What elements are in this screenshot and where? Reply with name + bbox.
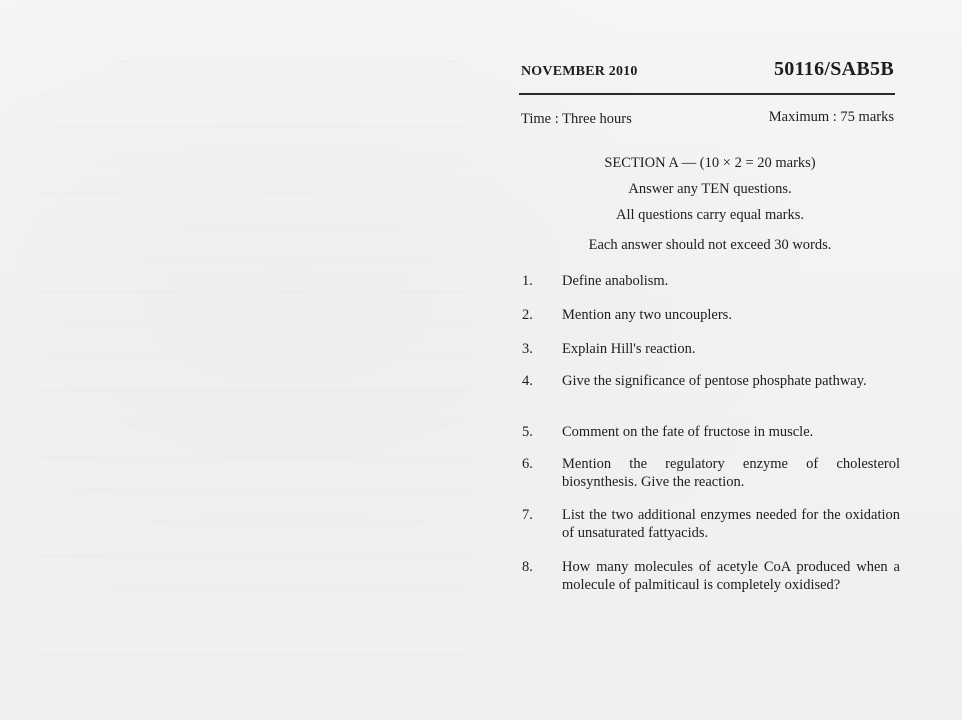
question-item <box>522 372 900 390</box>
question-item <box>522 455 900 491</box>
question-text: Explain Hill's reaction. <box>562 341 696 357</box>
question-number: 1. <box>522 273 533 289</box>
question-number: 8. <box>522 559 533 575</box>
instruction-answer-any: Answer any TEN questions. <box>628 181 792 197</box>
question-item <box>522 423 900 441</box>
maximum-marks: Maximum : 75 marks <box>768 109 894 125</box>
header-rule <box>519 93 895 95</box>
paper-code: 50116/SAB5B <box>774 58 894 80</box>
exam-date: NOVEMBER 2010 <box>521 64 638 79</box>
instruction-word-limit: Each answer should not exceed 30 words. <box>588 237 832 253</box>
question-item <box>522 558 900 594</box>
question-number: 5. <box>522 424 533 440</box>
show-through-text <box>40 60 470 660</box>
question-number: 6. <box>522 456 533 472</box>
instruction-equal-marks: All questions carry equal marks. <box>615 207 805 223</box>
question-text: List the two additional enzymes needed for the oxidation of unsaturated fattyacids. <box>562 507 900 541</box>
question-text: Comment on the fate of fructose in muscle. <box>562 424 814 440</box>
question-text: Mention the regulatory enzyme of cholesterol biosynthesis. Give the reaction. <box>562 456 900 490</box>
question-text: Mention any two uncouplers. <box>562 307 732 323</box>
question-text: How many molecules of acetyle CoA produced when a molecule of palmiticaul is completely oxidised? <box>562 559 900 593</box>
question-text: Give the significance of pentose phosphate pathway. <box>562 373 867 389</box>
question-number: 7. <box>522 507 533 523</box>
question-item <box>522 506 900 542</box>
question-number: 3. <box>522 341 533 357</box>
exam-duration: Time : Three hours <box>521 111 632 127</box>
question-item <box>522 306 900 324</box>
section-title: SECTION A — (10 × 2 = 20 marks) <box>604 155 816 171</box>
question-item <box>522 272 900 290</box>
question-text: Define anabolism. <box>562 273 669 289</box>
question-item <box>522 340 900 358</box>
question-number: 2. <box>522 307 533 323</box>
question-number: 4. <box>522 373 533 389</box>
